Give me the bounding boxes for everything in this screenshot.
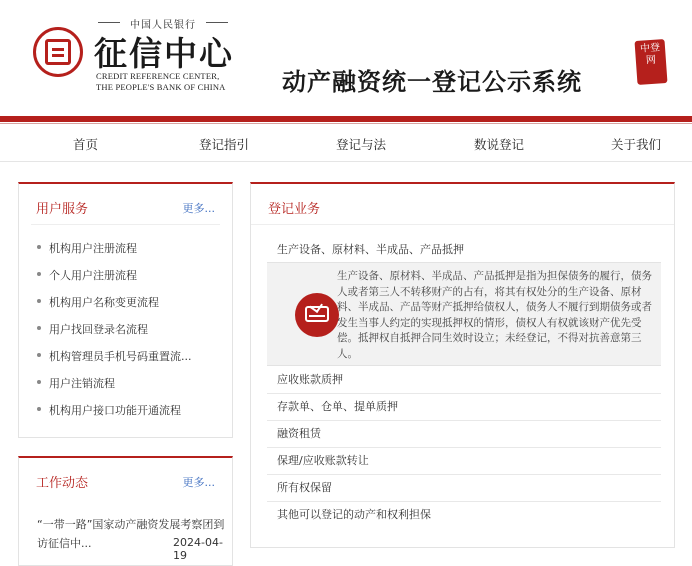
registration-item-other[interactable]: 其他可以登记的动产和权利担保 (277, 508, 431, 521)
brand-en-line1: CREDIT REFERENCE CENTER, (96, 71, 220, 81)
news-item-title-line2[interactable]: 访征信中... (37, 537, 92, 550)
registration-item-deposit-pledge[interactable]: 存款单、仓单、提单质押 (267, 394, 661, 421)
registration-detail-text: 生产设备、原材料、半成品、产品抵押是指为担保债务的履行，债务人或者第三人不转移财产的占有，将其有权处分的生产设备、原材料、半成品、产品等财产抵押给债权人，债务人不履行到期债务或者发生当事人约定的实现抵押权的情形，债权人有权就该财产优先受偿。抵押权自抵押合同生效时设立；未经登记，不得对抗善意第三人。 (337, 270, 652, 360)
nav-item-about[interactable]: 关于我们 (611, 137, 662, 152)
registration-item-equipment-mortgage[interactable]: 生产设备、原材料、半成品、产品抵押 (267, 237, 661, 264)
user-services-title: 用户服务 (36, 202, 89, 217)
main-nav (0, 124, 692, 162)
nav-item-law[interactable]: 登记与法 (336, 137, 387, 152)
list-item[interactable]: 机构管理员手机号码重置流... (37, 348, 217, 375)
registration-item-retention-of-title[interactable]: 所有权保留 (267, 475, 661, 502)
nav-item-home[interactable]: 首页 (73, 137, 99, 152)
divider (251, 224, 674, 225)
registration-title: 登记业务 (268, 202, 321, 217)
news-panel (18, 456, 233, 566)
registration-item-financial-leasing[interactable]: 融资租赁 (267, 421, 661, 448)
credit-center-logo-icon[interactable] (33, 27, 83, 77)
seal-text: 中登网 (639, 42, 661, 67)
news-item-title-line1[interactable]: “一带一路”国家动产融资发展考察团到 (37, 518, 225, 531)
site-header (0, 0, 692, 118)
divider (31, 224, 220, 225)
nav-item-statistics[interactable]: 数说登记 (474, 137, 525, 152)
brand-name-en (96, 71, 226, 93)
registration-detail-box (267, 262, 661, 366)
list-item[interactable]: 机构用户接口功能开通流程 (37, 402, 217, 429)
user-services-list (37, 240, 217, 429)
news-title: 工作动态 (36, 476, 89, 491)
list-item[interactable]: 个人用户注册流程 (37, 267, 217, 294)
news-more-link[interactable]: 更多... (182, 476, 215, 489)
user-services-panel (18, 182, 233, 438)
list-item[interactable]: 用户注销流程 (37, 375, 217, 402)
brand-en-line2: THE PEOPLE'S BANK OF CHINA (96, 82, 226, 92)
list-item[interactable]: 机构用户名称变更流程 (37, 294, 217, 321)
nav-item-guide[interactable]: 登记指引 (199, 137, 250, 152)
zhongdengwang-seal-icon (635, 39, 668, 85)
bank-name-line (98, 16, 228, 31)
user-services-more-link[interactable]: 更多... (182, 202, 215, 215)
registration-item-factoring[interactable]: 保理/应收账款转让 (267, 448, 661, 475)
equipment-mortgage-icon (295, 293, 339, 337)
header-red-bar (0, 116, 692, 122)
registration-item-receivables-pledge[interactable]: 应收账款质押 (267, 367, 661, 394)
list-item[interactable]: 用户找回登录名流程 (37, 321, 217, 348)
bank-name: 中国人民银行 (130, 20, 196, 31)
system-title: 动产融资统一登记公示系统 (282, 67, 582, 96)
list-item[interactable]: 机构用户注册流程 (37, 240, 217, 267)
brand-name-cn[interactable]: 征信中心 (94, 34, 234, 73)
news-item-date: 2024-04-19 (173, 536, 223, 562)
